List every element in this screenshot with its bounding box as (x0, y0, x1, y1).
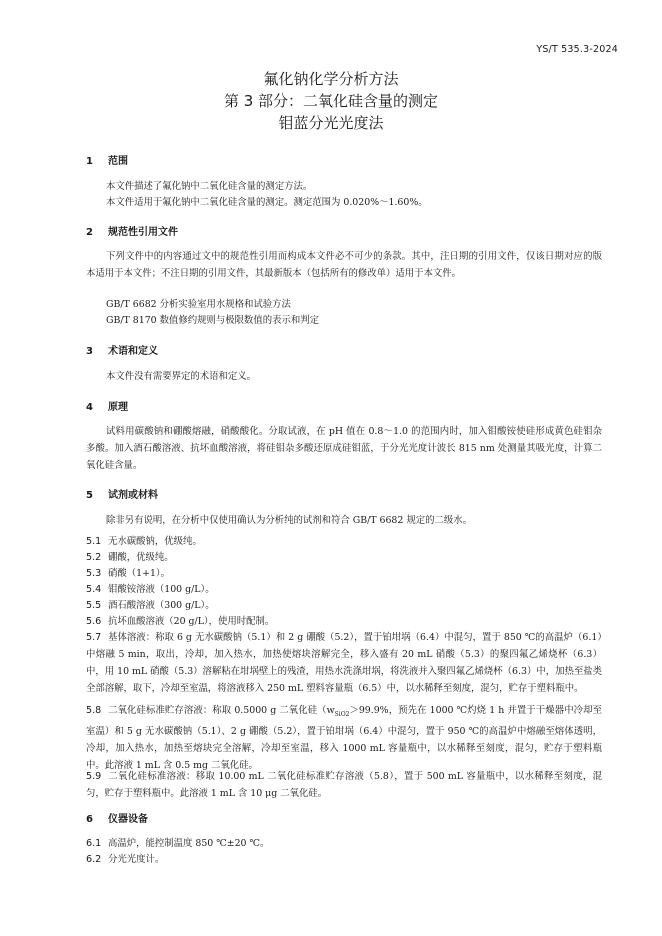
item-text-pre: 二氧化硅标准贮存溶液：称取 0.5000 g 二氧化硅（w (108, 705, 335, 716)
title-line-3: 钼蓝分光光度法 (278, 114, 384, 132)
title-line-1: 氟化钠化学分析方法 (263, 70, 399, 88)
item-number: 6.2 (86, 854, 102, 865)
section-number: 2 (86, 227, 93, 238)
section-number: 4 (86, 402, 93, 413)
item-text: 分光光度计。 (108, 854, 165, 865)
list-item (86, 629, 602, 697)
item-number: 5.5 (86, 600, 102, 611)
section-heading-2 (86, 223, 178, 238)
item-number: 5.6 (86, 616, 102, 627)
item-text-post: ＞99.9%，预先在 1000 ℃灼烧 1 h 并置于干燥器中冷却至室温）和 5 g 无水碳酸钠（5.1）、2 g 硼酸（5.2），置于铂坩埚（6.4）中混匀，置于 950 ℃的高温炉中熔融至熔体透明，冷却，加入热水，加热至熔块完全溶解，冷却至室温，移入 1000 mL 容量瓶中，以水稀释至刻度，混匀，贮存于塑料瓶中。此溶液 1 mL 含 0.5 mg 二氧化硅。 (86, 705, 602, 771)
paragraph: 本文件描述了氟化钠中二氧化硅含量的测定方法。 (106, 181, 313, 192)
item-number: 5.3 (86, 568, 102, 579)
section-title: 原理 (108, 402, 128, 413)
list-item (86, 533, 602, 550)
list-item (86, 835, 602, 852)
section-heading-1 (86, 152, 128, 167)
list-item (86, 851, 602, 868)
list-item (86, 597, 602, 614)
paragraph: 除非另有说明，在分析中仅使用确认为分析纯的试剂和符合 GB/T 6682 规定的二级水。 (106, 515, 472, 526)
standard-code: YS/T 535.3-2024 (536, 44, 618, 55)
section-heading-4 (86, 398, 128, 413)
item-text: 钼酸铵溶液（100 g/L）。 (108, 584, 215, 595)
section-number: 1 (86, 156, 93, 167)
section-title: 试剂或材料 (108, 490, 158, 501)
item-text: 酒石酸溶液（300 g/L）。 (108, 600, 215, 611)
section-number: 6 (86, 814, 93, 825)
section-title: 仪器设备 (108, 814, 148, 825)
section-title: 规范性引用文件 (108, 227, 178, 238)
list-item (86, 549, 602, 566)
item-text: 硼酸，优级纯。 (108, 552, 174, 563)
title-line-2: 第 3 部分：二氧化硅含量的测定 (223, 92, 439, 110)
section-number: 5 (86, 490, 93, 501)
list-item (86, 613, 602, 630)
section-title: 范围 (108, 156, 128, 167)
item-text: 无水碳酸钠，优级纯。 (108, 536, 202, 547)
item-text-subscript: SiO2 (334, 710, 350, 718)
item-text: 基体溶液：称取 6 g 无水碳酸钠（5.1）和 2 g 硼酸（5.2），置于铂坩埚（6.4）中混匀，置于 850 ℃的高温炉（6.1）中熔融 5 min，取出，冷却，加入热水，加热使熔块溶解完全，移入盛有 20 mL 硝酸（5.3）的聚四氟乙烯烧杯（6.3）中，用 10 mL 硝酸（5.3）溶解粘在坩埚壁上的残渣，用热水洗涤坩埚，将洗液并入聚四氟乙烯烧杯（6.3）中，加热至盐类全部溶解，取下，冷却至室温，将溶液移入 250 mL 塑料容量瓶（6.5）中，以水稀释至刻度，混匀，贮存于塑料瓶中。 (86, 632, 602, 694)
item-number: 5.4 (86, 584, 102, 595)
paragraph: 本文件适用于氟化钠中二氧化硅含量的测定。测定范围为 0.020%～1.60%。 (106, 197, 428, 208)
section-number: 3 (86, 346, 93, 357)
item-number: 5.2 (86, 552, 102, 563)
item-number: 5.1 (86, 536, 102, 547)
paragraph: 本文件没有需要界定的术语和定义。 (106, 371, 257, 382)
item-text: 二氧化硅标准溶液：移取 10.00 mL 二氧化硅标准贮存溶液（5.8），置于 500 mL 容量瓶中，以水稀释至刻度，混匀，贮存于塑料瓶中。此溶液 1 mL 含 10 μg 二氧化硅。 (86, 771, 602, 799)
item-number: 5.7 (86, 632, 102, 643)
section-heading-5 (86, 486, 158, 501)
list-item (86, 565, 602, 582)
paragraph: 下列文件中的内容通过文中的规范性引用而构成本文件必不可少的条款。其中，注日期的引用文件，仅该日期对应的版本适用于本文件；不注日期的引用文件，其最新版本（包括所有的修改单）适用于本文件。 (86, 251, 602, 279)
list-item (86, 768, 602, 802)
section-heading-3 (86, 342, 158, 357)
document-title (0, 68, 662, 134)
section-title: 术语和定义 (108, 346, 158, 357)
reference-item: GB/T 8170 数值修约规则与极限数值的表示和判定 (106, 315, 319, 326)
paragraph: 试料用碳酸钠和硼酸熔融，硝酸酸化。分取试液，在 pH 值在 0.8～1.0 的范围内时，加入钼酸铵使硅形成黄色硅钼杂多酸。加入酒石酸溶液、抗坏血酸溶液，将硅钼杂多酸还原成硅钼蓝，于分光光度计波长 815 nm 处测量其吸光度，计算二氧化硅含量。 (86, 426, 602, 471)
item-number: 5.9 (86, 771, 102, 782)
section-heading-6 (86, 810, 148, 825)
item-number: 6.1 (86, 838, 102, 849)
item-text: 抗坏血酸溶液（20 g/L），使用时配制。 (108, 616, 275, 627)
item-number: 5.8 (86, 705, 102, 716)
reference-item: GB/T 6682 分析实验室用水规格和试验方法 (106, 299, 291, 310)
item-text: 硝酸（1+1）。 (108, 568, 170, 579)
item-text: 高温炉，能控制温度 850 ℃±20 ℃。 (108, 838, 270, 849)
list-item (86, 581, 602, 598)
list-item (86, 702, 602, 774)
